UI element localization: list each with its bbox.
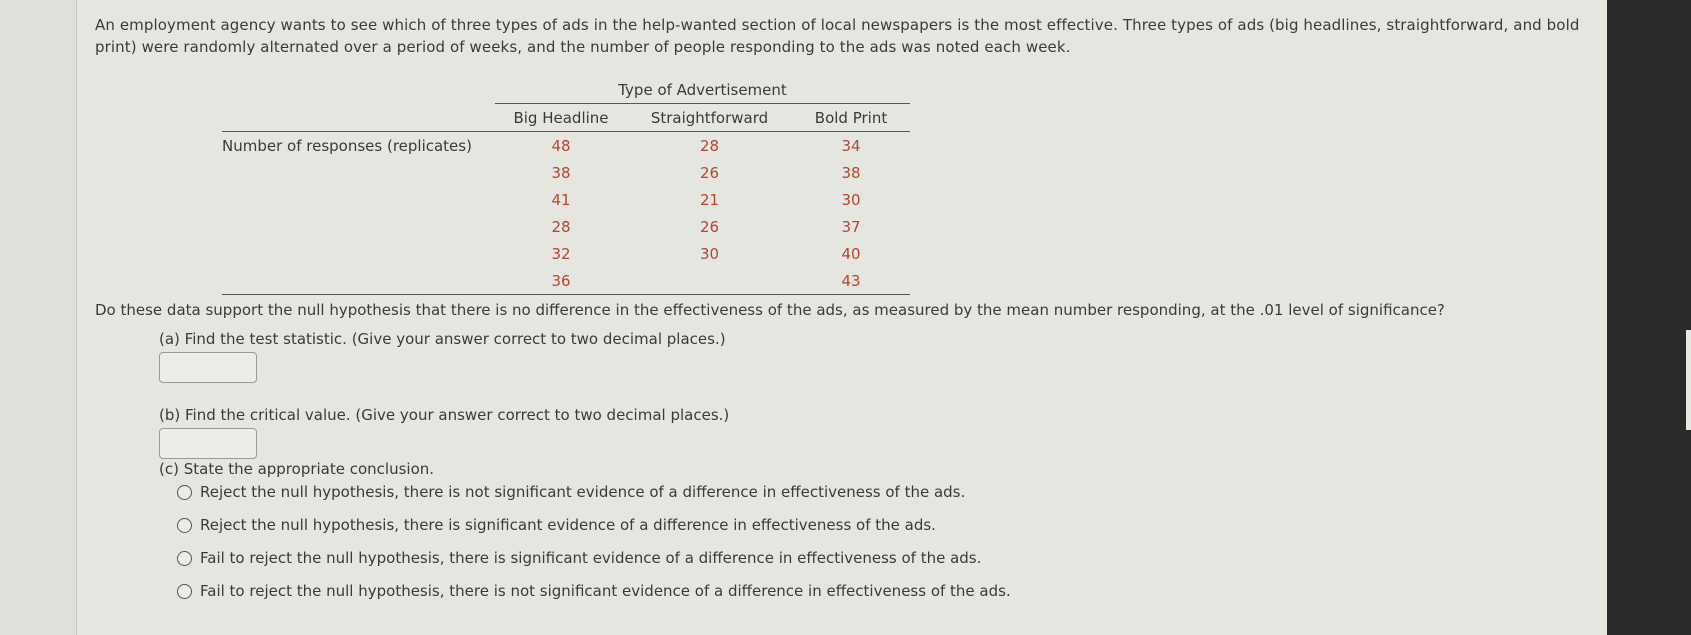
part-c-label: (c) State the appropriate conclusion. <box>159 460 435 478</box>
table-row <box>222 132 910 160</box>
option-label: Reject the null hypothesis, there is not significant evidence of a difference in effectiveness of the ads. <box>200 483 966 501</box>
bezel-highlight <box>1686 330 1691 430</box>
col-header-straightforward: Straightforward <box>627 104 792 132</box>
cell: 37 <box>841 217 861 236</box>
cell: 26 <box>699 217 720 236</box>
radio-button[interactable] <box>177 584 192 599</box>
cell: 28 <box>699 136 720 155</box>
question-page <box>77 0 1607 635</box>
cell: 26 <box>699 163 720 182</box>
ad-response-table <box>222 76 910 295</box>
cell: 32 <box>551 244 571 263</box>
table-row <box>222 240 910 267</box>
cell <box>627 267 792 295</box>
part-b-label: (b) Find the critical value. (Give your answer correct to two decimal places.) <box>159 406 730 424</box>
cell: 43 <box>792 267 910 295</box>
conclusion-option[interactable] <box>177 516 936 534</box>
left-margin <box>0 0 77 635</box>
option-label: Fail to reject the null hypothesis, there is significant evidence of a difference in effectiveness of the ads. <box>200 549 982 567</box>
cell: 28 <box>551 217 571 236</box>
conclusion-option[interactable] <box>177 582 1011 600</box>
cell: 41 <box>551 190 571 209</box>
radio-button[interactable] <box>177 518 192 533</box>
option-label: Reject the null hypothesis, there is significant evidence of a difference in effectiveness of the ads. <box>200 516 936 534</box>
cell: 38 <box>551 163 571 182</box>
cell: 34 <box>841 136 861 155</box>
table-row <box>222 213 910 240</box>
option-label: Fail to reject the null hypothesis, there is not significant evidence of a difference in effectiveness of the ads. <box>200 582 1011 600</box>
problem-statement: An employment agency wants to see which of three types of ads in the help-wanted section of local newspapers is the most effective. Three types of ads (big headlines, straightforward, and bold print) were randomly alternated over a period of weeks, and the number of people responding to the ads was noted each week. <box>95 16 1580 56</box>
table-row <box>222 267 910 295</box>
cell: 30 <box>841 190 861 209</box>
test-statistic-input[interactable] <box>159 352 257 383</box>
conclusion-option[interactable] <box>177 483 965 501</box>
question-text: Do these data support the null hypothesis that there is no difference in the effectiveness of the ads, as measured by the mean number responding, at the .01 level of significance? <box>95 301 1445 319</box>
table-row <box>222 186 910 213</box>
screen-bezel <box>1607 0 1691 635</box>
part-a-label: (a) Find the test statistic. (Give your answer correct to two decimal places.) <box>159 330 726 348</box>
critical-value-input[interactable] <box>159 428 257 459</box>
col-header-big-headline: Big Headline <box>495 104 627 132</box>
cell: 38 <box>841 163 861 182</box>
table-row <box>222 159 910 186</box>
col-header-bold-print: Bold Print <box>792 104 910 132</box>
row-label: Number of responses (replicates) <box>222 136 472 155</box>
group-header: Type of Advertisement <box>495 76 910 104</box>
cell: 40 <box>841 244 861 263</box>
cell: 48 <box>551 136 571 155</box>
cell: 36 <box>495 267 627 295</box>
radio-button[interactable] <box>177 551 192 566</box>
conclusion-option[interactable] <box>177 549 981 567</box>
cell: 21 <box>699 190 720 209</box>
cell: 30 <box>699 244 720 263</box>
radio-button[interactable] <box>177 485 192 500</box>
